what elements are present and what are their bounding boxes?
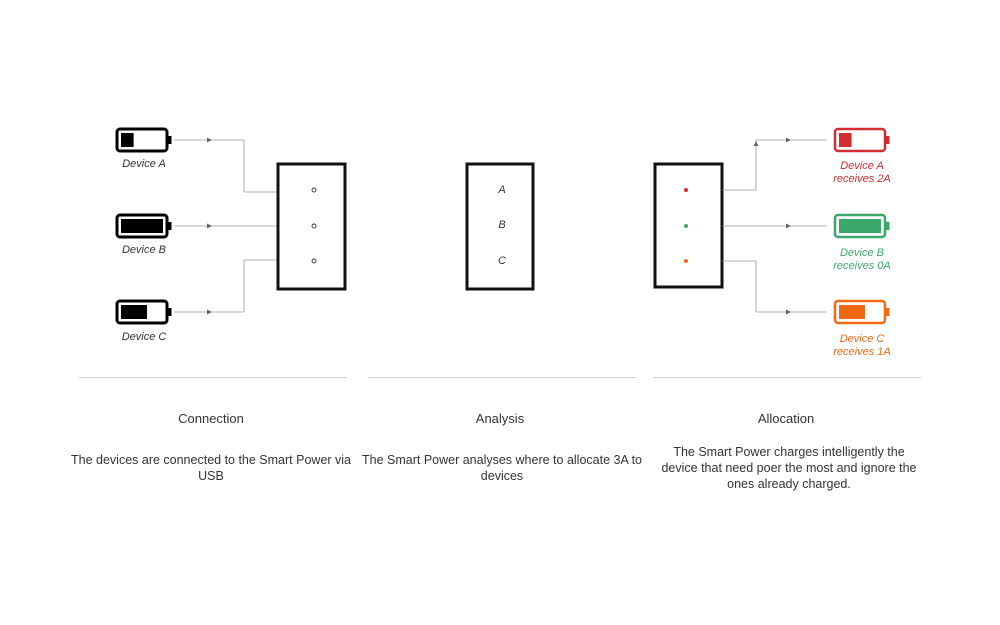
battery-icon-device-c-allocated — [835, 301, 890, 323]
device-c-allocation-label — [807, 333, 917, 359]
battery-icon-device-b — [117, 215, 172, 237]
divider-analysis — [368, 377, 636, 378]
device-b-allocation-label — [807, 247, 917, 273]
divider-connection — [79, 377, 347, 378]
device-c-name: Device C — [839, 333, 885, 345]
smart-power-box-connection — [278, 164, 345, 289]
divider-allocation — [653, 377, 921, 378]
device-b-amperage: receives 0A — [833, 260, 891, 272]
battery-icon-device-c — [117, 301, 172, 323]
connection-description: The devices are connected to the Smart Power via USB — [71, 453, 352, 483]
arrow-icons — [207, 138, 212, 315]
device-c-amperage: receives 1A — [833, 346, 891, 358]
device-c-label: Device C — [121, 331, 167, 343]
analysis-slot-c: C — [498, 255, 506, 267]
allocation-description: The Smart Power charges intelligently the device that need poer the most and ignore the ones already charged. — [661, 445, 917, 491]
battery-icon-device-b-allocated — [835, 215, 890, 237]
device-a-name: Device A — [840, 160, 884, 172]
device-b-name: Device B — [839, 247, 885, 259]
analysis-slot-b: B — [498, 219, 506, 231]
battery-icon-device-a-allocated — [835, 129, 890, 151]
smart-power-box-allocation — [655, 164, 722, 287]
analysis-slot-a: A — [498, 184, 506, 196]
analysis-description: The Smart Power analyses where to allocate 3A to devices — [362, 453, 643, 483]
device-a-allocation-label — [807, 160, 917, 186]
device-a-label: Device A — [122, 158, 166, 170]
device-a-amperage: receives 2A — [833, 173, 891, 185]
allocation-title: Allocation — [757, 411, 815, 426]
port-icons — [312, 188, 316, 263]
connection-title: Connection — [178, 411, 244, 426]
battery-icon-device-a — [117, 129, 172, 151]
analysis-title: Analysis — [475, 411, 525, 426]
device-b-label: Device B — [121, 244, 167, 256]
allocation-indicator-dots — [684, 188, 688, 263]
